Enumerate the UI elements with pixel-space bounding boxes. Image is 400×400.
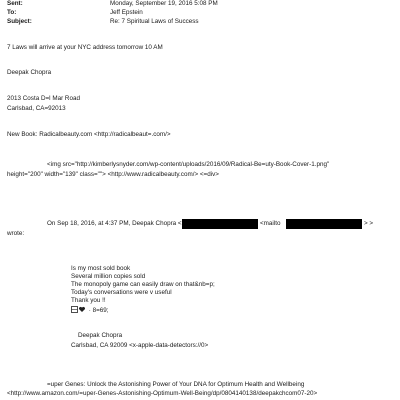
quoted-line-text: · 8=69; [88,307,109,314]
sent-value: Monday, September 19, 2016 5:08 PM [110,0,218,7]
subject-value: Re: 7 Spiritual Laws of Success [110,18,199,25]
to-label: To: [7,9,17,16]
arrival-line: 7 Laws will arrive at your NYC address tomorrow 10 AM [7,44,163,51]
quote-header-mailto: <mailto [260,220,281,227]
signature-name: Deepak Chopra [7,69,52,76]
genes-book-title: =uper Genes: Unlock the Astonishing Power of Your DNA for Optimum Health and Wellbeing [47,381,305,388]
address-line-2: Carlsbad, CA=92013 [7,105,66,112]
quoted-signature-address: Carlsbad, CA 92009 <x-apple-data-detectors://0> [71,342,209,349]
img-tag-line-2: height="200" width="139" class=""> <http://www.radicalbeauty.com/> <=div> [7,171,219,178]
quote-header-start: On Sep 18, 2016, at 4:37 PM, Deepak Chopra < [47,220,182,227]
quoted-line: Several million copies sold [71,273,146,280]
quote-header-end: > > [364,220,374,227]
sent-label: Sent: [7,0,23,7]
address-line-1: 2013 Costa D=l Mar Road [7,95,80,102]
quote-header-wrote: wrote: [7,230,25,237]
quoted-line: Is my most sold book [71,265,131,272]
quoted-line: Thank you !! [71,297,106,304]
to-value: Jeff Epstein [110,9,143,16]
genes-book-url: <http://www.amazon.com/=uper-Genes-Astonishing-Optimum-Well-Being/dp/0804140138/deepakchcom07-20> [7,390,318,397]
quoted-line: The monopoly game can easily draw on that&nb=p; [71,281,215,288]
redaction-block [182,219,258,229]
subject-label: Subject: [7,18,32,25]
quoted-line: Today's conversations were v useful [71,289,172,296]
emoji-glyph-icon [71,306,87,313]
quoted-line [71,306,109,315]
new-book-line: New Book: Radicalbeauty.com <http://radicalbeaut=.com/> [7,131,171,138]
img-tag-line-1: <img src="http://kimberlysnyder.com/wp-content/uploads/2016/09/Radical-Be=uty-Book-Cover-1.png" [47,161,330,168]
quoted-signature-name: Deepak Chopra [78,332,123,339]
redaction-block [286,219,362,229]
